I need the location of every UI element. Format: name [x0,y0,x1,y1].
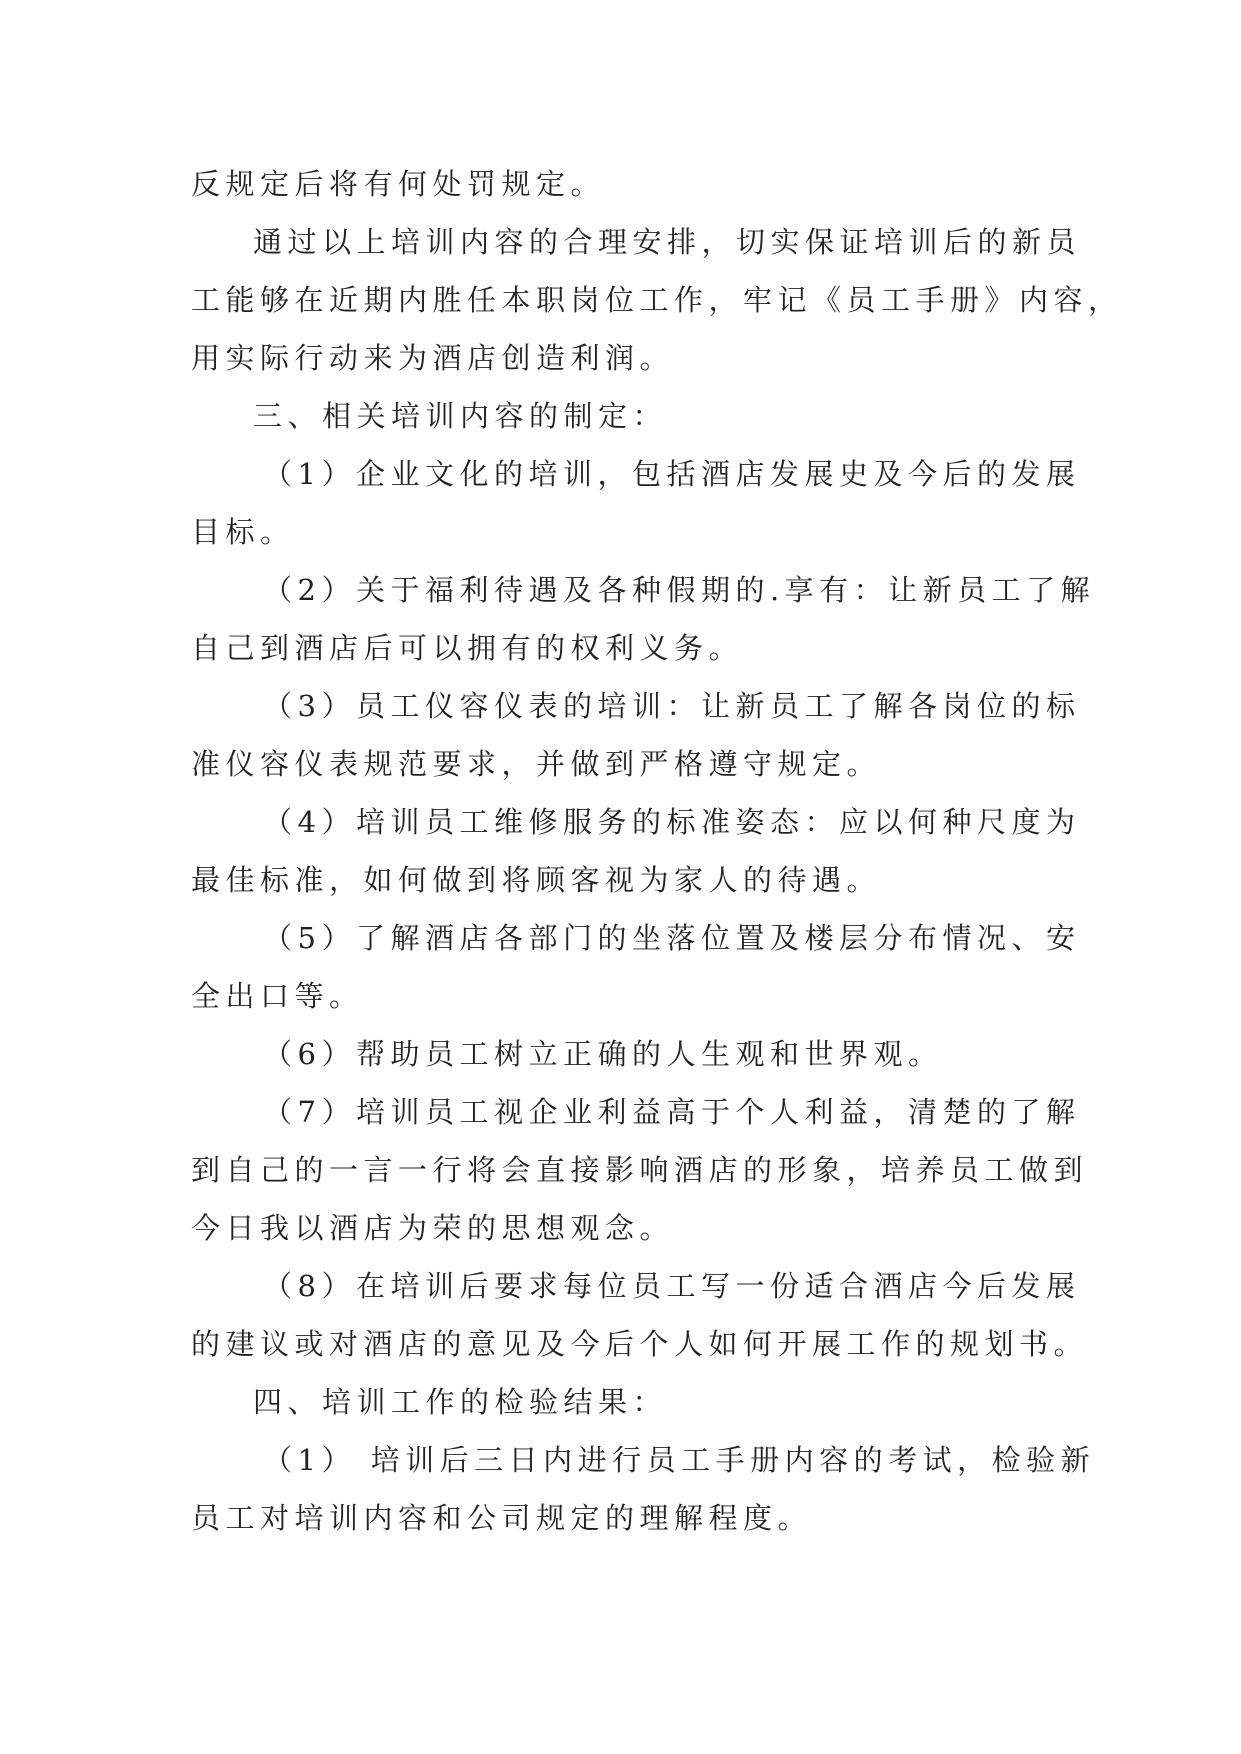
section-four-heading [191,1373,1061,1431]
summary-paragraph [191,213,1123,387]
text-line: 最佳标准，如何做到将顾客视为家人的待遇。 [191,863,882,897]
text-line: 准仪容仪表规范要求，并做到严格遵守规定。 [191,747,882,781]
text-line: （6）帮助员工树立正确的人生观和世界观。 [263,1037,943,1071]
text-line: 到自己的一言一行将会直接影响酒店的形象，培养员工做到 [191,1153,1089,1187]
text-line: 工能够在近期内胜任本职岗位工作，牢记《员工手册》内容， [191,283,1123,317]
text-line: （3）员工仪容仪表的培训：让新员工了解各岗位的标 [263,689,1081,723]
list-item-8 [191,1257,1089,1373]
text-line: 用实际行动来为酒店创造利润。 [191,341,675,375]
text-line: （7）培训员工视企业利益高于个人利益，清楚的了解 [263,1095,1081,1129]
text-line: （8）在培训后要求每位员工写一份适合酒店今后发展 [263,1269,1081,1303]
text-line: （5）了解酒店各部门的坐落位置及楼层分布情况、安 [263,921,1081,955]
section-three-heading [191,387,1061,445]
text-line: 目标。 [191,515,295,549]
text-line: （1） 培训后三日内进行员工手册内容的考试，检验新 [263,1443,1096,1477]
text-line: 员工对培训内容和公司规定的理解程度。 [191,1501,813,1535]
list-item-7 [191,1083,1089,1257]
result-list-item-1 [191,1431,1096,1547]
document-page [191,155,1123,1547]
list-item-2 [191,561,1096,677]
list-item-1 [191,445,1081,561]
section-heading: 四、培训工作的检验结果： [253,1385,668,1419]
text-line: 今日我以酒店为荣的思想观念。 [191,1211,675,1245]
list-item-3 [191,677,1081,793]
text-line: 反规定后将有何处罚规定。 [191,167,606,201]
list-item-5 [191,909,1081,1025]
text-line: 全出口等。 [191,979,364,1013]
text-line: 通过以上培训内容的合理安排，切实保证培训后的新员 [253,225,1082,259]
text-line: （1）企业文化的培训，包括酒店发展史及今后的发展 [263,457,1081,491]
list-item-4 [191,793,1081,909]
text-line: （2）关于福利待遇及各种假期的.享有：让新员工了解 [263,573,1096,607]
text-line: （4）培训员工维修服务的标准姿态：应以何种尺度为 [263,805,1081,839]
text-line: 自己到酒店后可以拥有的权利义务。 [191,631,744,665]
continuation-paragraph [191,155,1061,213]
list-item-6 [191,1025,1061,1083]
text-line: 的建议或对酒店的意见及今后个人如何开展工作的规划书。 [191,1327,1089,1361]
section-heading: 三、相关培训内容的制定： [253,399,668,433]
